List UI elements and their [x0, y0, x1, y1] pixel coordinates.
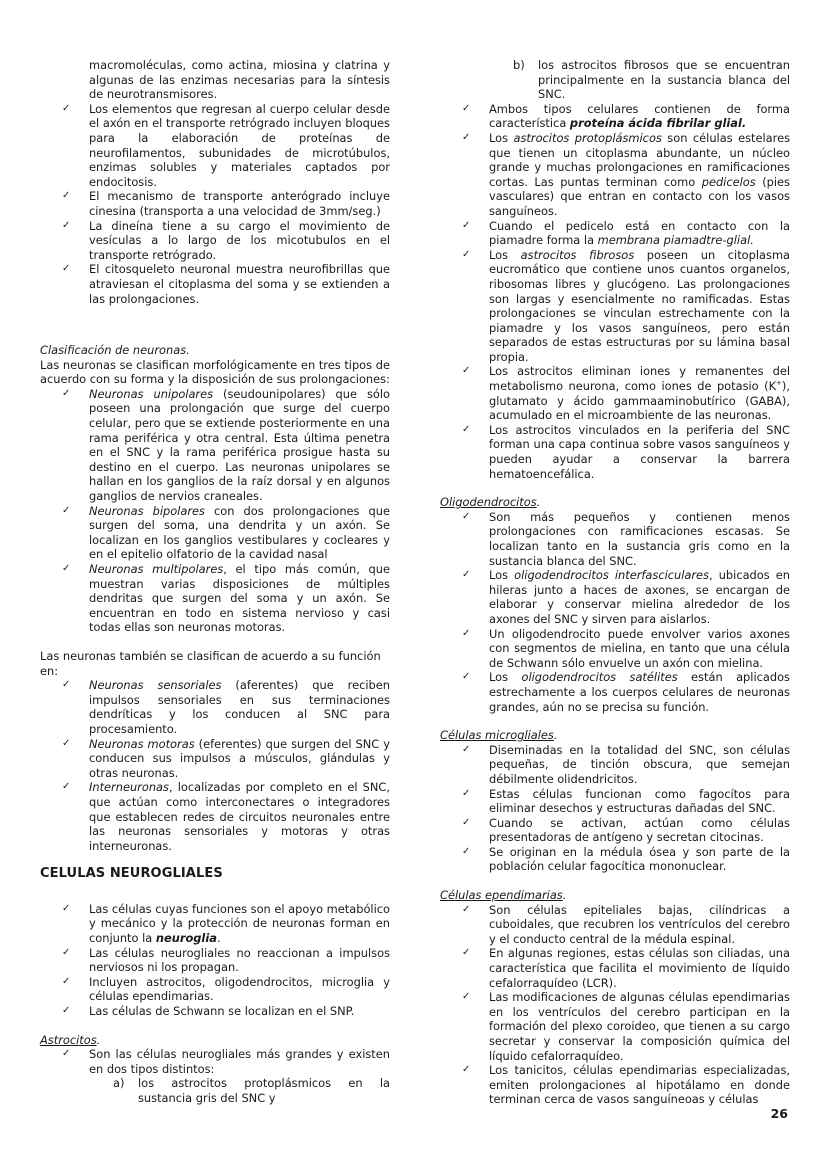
list-item: ✓ Los tanicitos, células ependimarias especializadas, emiten prolongaciones al hipotálamo en donde terminan cerca de vasos sanguíneoas y células	[462, 1063, 790, 1107]
list-item: ✓ Los astrocitos protoplásmicos son células estelares que tienen un citoplasma abundante, un núcleo grande y muchas prolongaciones en ramificaciones cortas. Las puntas terminan como pedicelos (pies vasculares) que entran en contacto con los vasos sanguíneos.	[462, 130, 791, 218]
section-title-microgliales: Células microgliales.	[440, 728, 558, 743]
checkmark-icon: ✓	[62, 975, 71, 987]
checkmark-icon: ✓	[62, 190, 71, 202]
transport-bullet-list	[62, 101, 390, 306]
function-intro: Las neuronas también se clasifican de acuerdo a su función en:	[40, 648, 381, 678]
list-item: ✓ Interneuronas, localizadas por completo en el SNC, que actúan como interconectares o integradores que establecen redes de circuitos neuronales entre las neuronas sensoriales y motoras y otras interneuronas.	[62, 780, 390, 853]
checkmark-icon: ✓	[462, 219, 471, 231]
checkmark-icon: ✓	[462, 1064, 471, 1076]
list-item: ✓ Incluyen astrocitos, oligodendrocitos, microglia y células ependimarias.	[62, 974, 390, 1004]
list-item: ✓ Neuronas sensoriales (aferentes) que reciben impulsos sensoriales en sus terminaciones dendríticas y los conducen al SNC para procesamiento.	[62, 678, 390, 736]
checkmark-icon: ✓	[462, 131, 471, 143]
morphology-bullet-list	[62, 386, 390, 635]
list-item: ✓ Los astrocitos fibrosos poseen un citoplasma eucromático que contiene unos cuantos organelos, ribosomas libres y glucógeno. Las prolongaciones son largas y esencialmente no ramificadas. Estas prolongaciones se vinculan estrechamente con la piamadre y los vasos sanguíneos, pero están separados de estas estructuras por su lámina basal propia.	[462, 247, 791, 364]
heading-celulas-neurogliales: CELULAS NEUROGLIALES	[40, 866, 223, 882]
list-item: ✓ Un oligodendrocito puede envolver varios axones con segmentos de mielina, en tanto que una célula de Schwann sólo envuelve un axón con mielina.	[462, 626, 790, 670]
list-item: ✓ La dineína tiene a su cargo el movimiento de vesículas a lo largo de los micotubulos en el transporte retrógrado.	[62, 218, 390, 262]
checkmark-icon: ✓	[462, 510, 471, 522]
checkmark-icon: ✓	[62, 946, 71, 958]
classification-intro: Las neuronas se clasifican morfológicamente en tres tipos de acuerdo con su forma y la disposición de sus prolongaciones:	[40, 357, 390, 387]
checkmark-icon: ✓	[462, 671, 471, 683]
list-item: ✓ Neuronas unipolares (seudounipolares) que sólo poseen una prolongación que surge del cuerpo celular, pero que se extiende posteriormente en una rama periférica y otra central. Esta última penetra en el SNC y la rama periférica prosigue hasta su destino en el cuerpo. Las neuronas unipolares se hallan en los ganglios de la raíz dorsal y en algunos ganglios de nervios craneales.	[62, 386, 390, 504]
checkmark-icon: ✓	[462, 903, 471, 915]
checkmark-icon: ✓	[462, 627, 471, 639]
list-item: ✓ Neuronas multipolares, el tipo más común, que muestran varias disposiciones de múltiples dendritas que surgen del soma y un axón. Se encuentran en todo en sistema nervioso y casi todas ellas son neuronas motoras.	[62, 562, 390, 635]
page-number: 26	[770, 1106, 788, 1121]
ependimarias-bullet-list	[462, 902, 790, 1107]
checkmark-icon: ✓	[62, 781, 71, 793]
checkmark-icon: ✓	[462, 947, 471, 959]
list-item: ✓ Cuando el pedicelo está en contacto con la piamadre forma la membrana piamadtre-glial.	[462, 218, 790, 248]
section-title-ependimarias: Células ependimarias.	[440, 888, 567, 903]
checkmark-icon: ✓	[462, 423, 471, 435]
list-item: ✓ Los elementos que regresan al cuerpo celular desde el axón en el transporte retrógrado incluyen bloques para la elaboración de proteínas de neurofilamentos, subunidades de microtúbulos, enzimas solubles y materiales captados por endocitosis.	[62, 101, 390, 189]
list-item: ✓ Estas células funcionan como fagocítos para eliminar desechos y estructuras dañadas del SNC.	[462, 786, 790, 816]
term: Interneuronas	[89, 780, 169, 795]
list-item: ✓ Son las células neurogliales más grandes y existen en dos tipos distintos:	[62, 1047, 390, 1076]
checkmark-icon: ✓	[462, 365, 471, 377]
list-item: ✓ Las modificaciones de algunas células ependimarias en los ventrículos del cerebro participan en la formación del plexo coroideo, que tienen a su cargo secretar y conservar la composición química del líquido cefalorraquídeo.	[462, 990, 790, 1063]
microgliales-bullet-list	[462, 742, 790, 874]
list-item: ✓ En algunas regiones, estas células son ciliadas, una característica que facilita el movimiento de líquido cefalorraquídeo (LCR).	[462, 946, 790, 990]
section-title-oligodendrocitos: Oligodendrocitos.	[440, 495, 541, 510]
astrocitos-bullet-list-cont	[462, 101, 791, 481]
list-item: ✓ Los astrocitos eliminan iones y remanentes del metabolismo neurona, como iones de potasio (K+), glutamato y ácido gammaaminobutírico (GABA), acumulado en el microambiente de las neuronas.	[462, 364, 790, 423]
list-item: ✓ Cuando se activan, actúan como células presentadoras de antígeno y secretan citocinas.	[462, 815, 790, 845]
list-item: ✓ Neuronas motoras (eferentes) que surgen del SNC y conducen sus impulsos a músculos, glándulas y otras neuronas.	[62, 736, 390, 780]
right-column	[440, 58, 790, 1107]
list-item: ✓ Neuronas bipolares con dos prolongaciones que surgen del soma, una dendrita y un axón. Se localizan en los ganglios vestibulares y cocleares y en el epitelio olfatorio de la cavidad nasal	[62, 503, 390, 562]
bold-term: neuroglia	[155, 931, 217, 946]
checkmark-icon: ✓	[462, 102, 471, 114]
term: Neuronas motoras	[89, 736, 195, 751]
astrocitos-bullet-list	[62, 1047, 390, 1076]
left-column	[40, 58, 390, 1106]
checkmark-icon: ✓	[462, 845, 471, 857]
function-bullet-list	[62, 678, 390, 853]
checkmark-icon: ✓	[62, 1005, 71, 1017]
list-item: ✓ Los oligodendrocitos satélites están aplicados estrechamente a los cuerpos celulares de neuronas grandes, aún no se precisa su función.	[462, 670, 790, 714]
checkmark-icon: ✓	[462, 816, 471, 828]
checkmark-icon: ✓	[62, 387, 71, 399]
neuroglia-bullet-list	[62, 901, 390, 1019]
checkmark-icon: ✓	[62, 504, 71, 516]
checkmark-icon: ✓	[462, 248, 471, 260]
list-item: ✓ El mecanismo de transporte anterógrado incluye cinesina (transporta a una velocidad de 3mm/seg.)	[62, 189, 390, 218]
term: Neuronas unipolares	[89, 386, 214, 401]
section-title-astrocitos: Astrocitos.	[40, 1032, 101, 1047]
list-item: ✓ Los oligodendrocitos interfasciculares, ubicados en hileras junto a haces de axones, se encargan de elaborar y conservar mielina alrededor de los axones del SNC y sirven para aislarlos.	[462, 568, 790, 626]
continuation-paragraph: macromoléculas, como actina, miosina y clatrina y algunas de las enzimas necesarias para la síntesis de neurotransmisores.	[89, 58, 390, 102]
checkmark-icon: ✓	[62, 737, 71, 749]
list-item: ✓ Los astrocitos vinculados en la periferia del SNC forman una capa continua sobre vasos sanguíneos y pueden ayudar a conservar la barrera hematoencefálica.	[462, 422, 790, 481]
checkmark-icon: ✓	[62, 263, 71, 275]
list-item: ✓ El citosqueleto neuronal muestra neurofibrillas que atraviesan el citoplasma del soma y se extienden a las prolongaciones.	[62, 262, 390, 306]
checkmark-icon: ✓	[62, 679, 71, 691]
astrocitos-types-list	[113, 1076, 390, 1105]
term: Neuronas sensoriales	[89, 678, 222, 693]
checkmark-icon: ✓	[62, 563, 71, 574]
list-item: a) los astrocitos protoplásmicos en la sustancia gris del SNC y	[113, 1076, 390, 1105]
checkmark-icon: ✓	[462, 787, 471, 799]
term: Neuronas bipolares	[89, 503, 205, 518]
checkmark-icon: ✓	[462, 743, 471, 755]
list-item: ✓ Ambos tipos celulares contienen de forma característica proteína ácida fibrilar glial.	[462, 101, 790, 131]
list-item: ✓ Diseminadas en la totalidad del SNC, son células pequeñas, de tinción obscura, que semejan débilmente olidendricitos.	[462, 742, 790, 786]
checkmark-icon: ✓	[62, 102, 71, 114]
oligodendrocitos-bullet-list	[462, 509, 790, 714]
checkmark-icon: ✓	[462, 991, 471, 1003]
checkmark-icon: ✓	[462, 569, 471, 581]
section-title-classification: Clasificación de neuronas.	[40, 343, 190, 358]
list-item: b) los astrocitos fibrosos que se encuentran principalmente en la sustancia blanca del SNC.	[513, 58, 790, 102]
list-item: ✓ Las células cuyas funciones son el apoyo metabólico y mecánico y la protección de neuronas forman en conjunto la neuroglia.	[62, 901, 390, 946]
term: Neuronas multipolares	[89, 562, 224, 576]
bold-term: proteína ácida fibrilar glial.	[569, 116, 747, 131]
list-item: ✓ Las células de Schwann se localizan en el SNP.	[62, 1004, 355, 1019]
list-item: ✓ Las células neurogliales no reaccionan a impulsos nerviosos ni los propagan.	[62, 945, 390, 975]
checkmark-icon: ✓	[62, 1048, 71, 1060]
checkmark-icon: ✓	[62, 219, 71, 231]
astrocitos-types-list-cont	[513, 58, 790, 102]
list-item: ✓ Son células epiteliales bajas, cilíndricas a cuboidales, que recubren los ventrículos del cerebro y el conducto central de la médula espinal.	[462, 902, 790, 946]
list-item: ✓ Son más pequeños y contienen menos prolongaciones con ramificaciones escasas. Se localizan tanto en la sustancia gris como en la sustancia blanca del SNC.	[462, 509, 790, 568]
checkmark-icon: ✓	[62, 902, 71, 914]
list-item: ✓ Se originan en la médula ósea y son parte de la población celular fagocítica mononuclear.	[462, 844, 790, 874]
